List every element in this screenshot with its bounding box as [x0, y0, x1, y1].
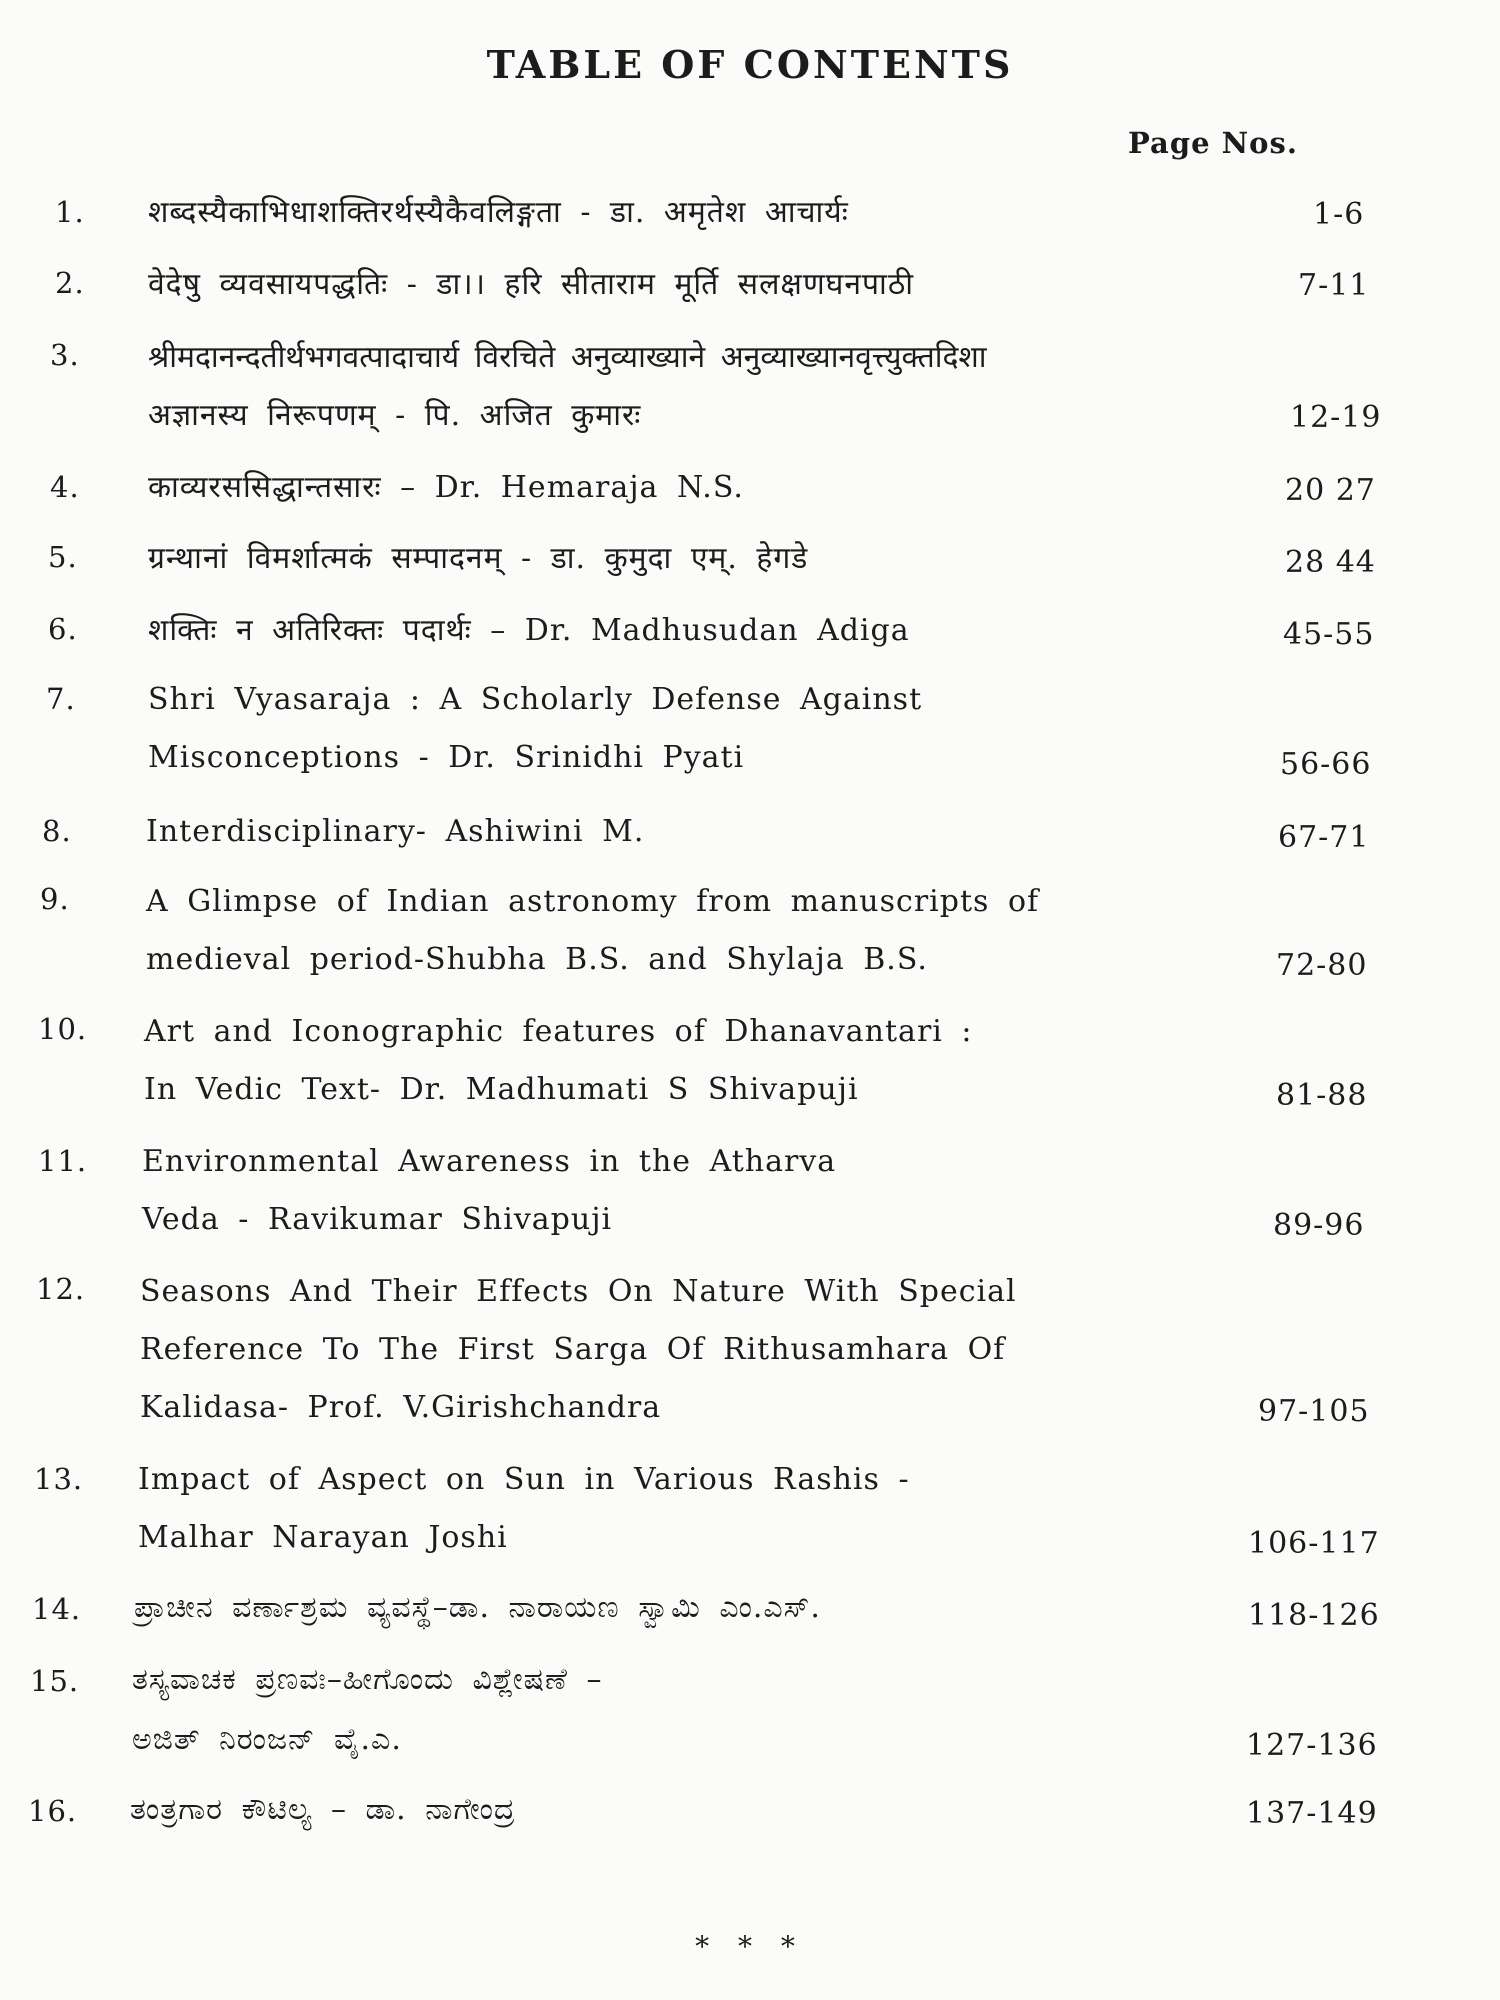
entry-title-line: ತಂತ್ರಗಾರ ಕೌಟಿಲ್ಯ – ಡಾ. ನಾಗೇಂದ್ರ	[130, 1792, 516, 1827]
entry-number: 9.	[40, 882, 70, 916]
entry-title-line: Veda - Ravikumar Shivapuji	[142, 1202, 613, 1237]
entry-title-line: Seasons And Their Effects On Nature With Special	[140, 1274, 1017, 1309]
entry-number: 2.	[55, 266, 85, 300]
entry-pages: 89-96	[1273, 1208, 1365, 1243]
entry-pages: 137-149	[1246, 1796, 1378, 1831]
entry-pages: 118-126	[1248, 1598, 1380, 1633]
entry-title-line: ग्रन्थानां विमर्शात्मकं सम्पादनम् - डा. कुमुदा एम्. हेगडे	[148, 541, 809, 576]
entry-number: 14.	[32, 1592, 82, 1626]
entry-number: 1.	[55, 195, 85, 229]
entry-pages: 106-117	[1248, 1526, 1380, 1561]
entry-title-line: medieval period-Shubha B.S. and Shylaja B.S.	[146, 942, 928, 977]
entry-number: 7.	[46, 682, 76, 716]
entry-title-line: Malhar Narayan Joshi	[138, 1520, 508, 1555]
entry-title-line: Environmental Awareness in the Atharva	[142, 1144, 837, 1179]
entry-number: 16.	[28, 1794, 78, 1828]
entry-pages: 45-55	[1283, 617, 1375, 652]
entry-pages: 28 44	[1285, 545, 1376, 580]
entry-pages: 127-136	[1246, 1728, 1378, 1763]
entry-title-line: ತಸ್ಯವಾಚಕ ಪ್ರಣವಃ–ಹೀಗೊಂದು ವಿಶ್ಲೇಷಣೆ –	[132, 1662, 603, 1697]
entry-pages: 12-19	[1290, 400, 1382, 435]
entry-title-line: श्रीमदानन्दतीर्थभगवत्पादाचार्य विरचिते अनुव्याख्याने अनुव्याख्यानवृत्त्युक्तदिशा	[148, 340, 987, 375]
entry-title-line: वेदेषु व्यवसायपद्धतिः - डा।। हरि सीताराम मूर्ति सलक्षणघनपाठी	[148, 267, 915, 302]
entry-number: 12.	[36, 1272, 86, 1306]
entry-pages: 1-6	[1313, 197, 1365, 232]
entry-title-line: Shri Vyasaraja : A Scholarly Defense Against	[148, 682, 923, 717]
entry-title-line: अज्ञानस्य निरूपणम् - पि. अजित कुमारः	[148, 398, 642, 433]
page-title: TABLE OF CONTENTS	[486, 42, 1014, 87]
entry-title-line: Impact of Aspect on Sun in Various Rashis -	[138, 1462, 910, 1497]
entry-pages: 56-66	[1280, 747, 1372, 782]
entry-title-line: काव्यरससिद्धान्तसारः – Dr. Hemaraja N.S.	[148, 470, 744, 505]
entry-number: 11.	[38, 1144, 88, 1178]
entry-number: 6.	[48, 612, 78, 646]
entry-pages: 97-105	[1258, 1394, 1370, 1429]
entry-title-line: Reference To The First Sarga Of Rithusamhara Of	[140, 1332, 1006, 1367]
entry-number: 13.	[34, 1462, 84, 1496]
entry-pages: 72-80	[1276, 948, 1368, 983]
entry-title-line: A Glimpse of Indian astronomy from manuscripts of	[146, 884, 1040, 919]
entry-number: 15.	[30, 1664, 80, 1698]
entry-number: 10.	[38, 1012, 88, 1046]
entry-title-line: शब्दस्यैकाभिधाशक्तिरर्थस्यैकैवलिङ्गता - डा. अमृतेश आचार्यः	[148, 195, 849, 230]
entry-title-line: Art and Iconographic features of Dhanavantari :	[144, 1014, 973, 1049]
entry-number: 4.	[50, 470, 80, 504]
entry-title-line: Interdisciplinary- Ashiwini M.	[146, 814, 645, 849]
entry-title-line: शक्तिः न अतिरिक्तः पदार्थः – Dr. Madhusudan Adiga	[148, 613, 910, 648]
entry-title-line: ಅಜಿತ್ ನಿರಂಜನ್ ವೈ.ಎ.	[132, 1722, 402, 1757]
entry-pages: 7-11	[1298, 268, 1370, 303]
entry-pages: 67-71	[1278, 820, 1370, 855]
end-ornament: * * *	[695, 1930, 805, 1963]
entry-number: 3.	[50, 338, 80, 372]
entry-title-line: Kalidasa- Prof. V.Girishchandra	[140, 1390, 662, 1425]
entry-number: 5.	[48, 540, 78, 574]
entry-pages: 20 27	[1285, 473, 1376, 508]
entry-pages: 81-88	[1276, 1078, 1368, 1113]
entry-title-line: ಪ್ರಾಚೀನ ವರ್ಣಾಶ್ರಮ ವ್ಯವಸ್ಥೆ–ಡಾ. ನಾರಾಯಣ ಸ್ವಾಮಿ ಎಂ.ಎಸ್.	[134, 1590, 821, 1625]
entry-number: 8.	[42, 814, 72, 848]
page-nos-header: Page Nos.	[1128, 126, 1298, 160]
entry-title-line: In Vedic Text- Dr. Madhumati S Shivapuji	[144, 1072, 859, 1107]
entry-title-line: Misconceptions - Dr. Srinidhi Pyati	[148, 740, 745, 775]
